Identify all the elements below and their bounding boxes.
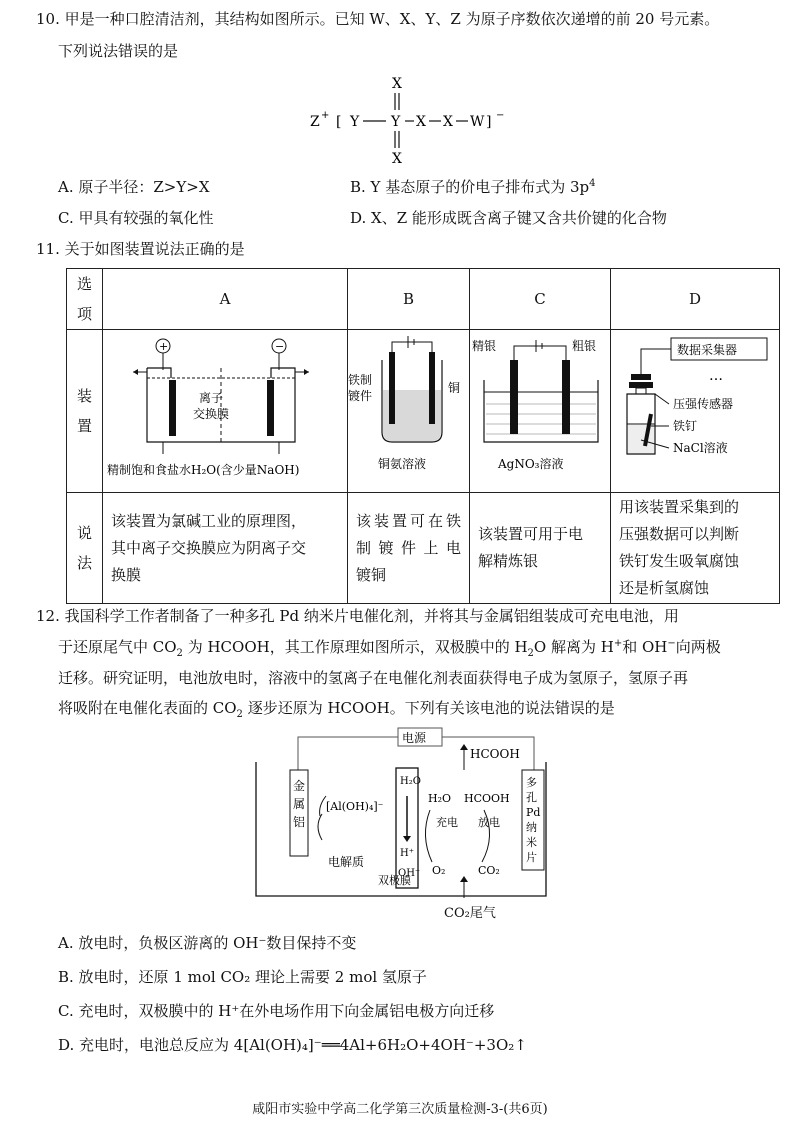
device-c-diagram (470, 330, 610, 488)
structure-w: W (470, 114, 485, 130)
device-b-solution: 铜氨溶液 (378, 457, 427, 471)
statement-a-line: 其中离子交换膜应为阴离子交 (111, 538, 307, 557)
q12-option-a: A. 放电时，负极区游离的 OH⁻数目保持不变 (58, 934, 357, 952)
diagram-pd-5: 米 (526, 836, 537, 849)
diagram-power: 电源 (402, 731, 427, 745)
device-d-dots: … (709, 368, 723, 384)
device-a-membrane-line1: 离子 (199, 391, 224, 405)
q12-line2-part: 为 HCOOH，其工作原理如图所示，双极膜中的 H (182, 638, 528, 656)
diagram-pd-3: Pd (526, 806, 541, 819)
device-d-nail: 铁钉 (673, 419, 698, 433)
device-b-cell (348, 330, 470, 493)
q12-sub-2: 2 (527, 648, 534, 659)
diagram-pd-1: 多 (526, 776, 537, 789)
header-label-cell (67, 269, 103, 330)
page-footer: 咸阳市实验中学高二化学第三次质量检测-3-(共6页) (252, 1102, 548, 1117)
statement-b-line: 制镀件上电 (356, 538, 461, 557)
diagram-discharge: 放电 (478, 816, 500, 829)
table-statement-row (67, 493, 780, 604)
q12-stem-line1: 12. 我国科学工作者制备了一种多孔 Pd 纳米片电催化剂，并将其与金属铝组装成可充电电池，用 (36, 607, 679, 625)
q12-sup-minus: − (667, 638, 676, 649)
diagram-co2-tail: CO₂尾气 (444, 906, 496, 921)
diagram-bipolar-label: 双极膜 (378, 874, 411, 887)
diagram-aloh: [Al(OH)₄]⁻ (326, 800, 384, 813)
statement-label-bottom: 法 (76, 554, 92, 572)
statement-d-line: 还是析氢腐蚀 (619, 579, 710, 597)
device-c-solution: AgNO₃溶液 (498, 457, 564, 471)
q12-battery-diagram (250, 726, 550, 900)
structure-y2: Y (391, 114, 401, 130)
q10-option-c: C. 甲具有较强的氧化性 (58, 209, 214, 227)
structure-top-x: X (392, 76, 402, 92)
q11-stem: 11. 关于如图装置说法正确的是 (36, 240, 245, 258)
q12-option-b: B. 放电时，还原 1 mol CO₂ 理论上需要 2 mol 氢原子 (58, 968, 427, 986)
q10-option-b-text: B. Y 基态原子的价电子排布式为 3p (350, 178, 590, 196)
diagram-membrane-h: H⁺ (400, 848, 414, 859)
q10-structure-diagram (310, 74, 510, 166)
structure-right-bracket: ] (486, 114, 492, 130)
statement-d-line: 压强数据可以判断 (619, 525, 740, 543)
device-a-minus: − (275, 340, 285, 353)
device-c-crude-silver: 粗银 (572, 339, 597, 353)
statement-d (611, 493, 780, 604)
q10-option-d: D. X、Z 能形成既含离子键又含共价键的化合物 (350, 209, 667, 227)
table-device-row (67, 330, 780, 493)
statement-b (348, 493, 470, 604)
diagram-hcooh-top: HCOOH (470, 747, 520, 761)
structure-y1: Y (350, 114, 360, 130)
q12-sub-2: 2 (176, 648, 183, 659)
statement-label-top: 说 (76, 524, 92, 542)
structure-bottom-x: X (392, 151, 402, 166)
q12-option-c: C. 充电时，双极膜中的 H⁺在外电场作用下向金属铝电极方向迁移 (58, 1002, 495, 1020)
device-label-bottom: 置 (76, 417, 92, 435)
q10-option-b (350, 176, 596, 197)
statement-label-cell (67, 493, 103, 604)
structure-x1: X (416, 114, 426, 130)
statement-c-line: 该装置可用于电 (478, 525, 584, 543)
header-a: A (103, 269, 348, 330)
device-d-collector: 数据采集器 (677, 343, 738, 357)
diagram-pd-4: 纳 (526, 821, 537, 834)
diagram-charge: 充电 (436, 816, 458, 829)
q12-line4-part: 将吸附在电催化表面的 CO (58, 699, 237, 717)
q10-option-b-sup: 4 (589, 178, 596, 189)
q12-option-d: D. 充电时，电池总反应为 4[Al(OH)₄]⁻══4Al+6H₂O+4OH⁻+3O₂↑ (58, 1036, 527, 1054)
q12-line2-part: 于还原尾气中 CO (58, 638, 177, 656)
diagram-h2o: H₂O (428, 792, 452, 805)
q12-stem-line3: 迁移。研究证明，电池放电时，溶液中的氢离子在电催化剂表面获得电子成为氢原子，氢原子再 (58, 669, 689, 687)
q10-stem-line1: 10. 甲是一种口腔清洁剂，其结构如图所示。已知 W、X、Y、Z 为原子序数依次递增的前 20 号元素。 (36, 10, 720, 28)
q12-line4-part: 逐步还原为 HCOOH。下列有关该电池的说法错误的是 (242, 699, 615, 717)
statement-c-line: 解精炼银 (478, 552, 539, 570)
device-b-plated: 镀件 (348, 389, 373, 403)
structure-anion-charge: − (496, 110, 505, 121)
q12-sub-2: 2 (236, 709, 243, 720)
structure-cation: Z (310, 114, 320, 130)
device-b-diagram (348, 330, 469, 488)
statement-b-line: 该装置可在铁 (356, 511, 461, 530)
device-label-cell (67, 330, 103, 493)
device-d-diagram (611, 330, 779, 488)
device-label-top: 装 (76, 387, 92, 405)
q10-stem-line2: 下列说法错误的是 (58, 42, 179, 60)
header-label-bottom: 项 (76, 305, 92, 323)
header-b: B (348, 269, 470, 330)
diagram-metal-1: 金 (293, 779, 306, 793)
statement-a-line: 换膜 (111, 565, 142, 584)
device-d-cell (611, 330, 780, 493)
diagram-metal-2: 属 (293, 797, 306, 811)
q12-line2-part: O 解离为 H (533, 638, 614, 656)
structure-cation-charge: + (321, 110, 330, 121)
device-a-diagram (103, 330, 347, 488)
statement-d-line: 用该装置采集到的 (619, 498, 740, 516)
q12-stem-line4 (58, 697, 615, 720)
header-c: C (470, 269, 611, 330)
statement-c (470, 493, 611, 604)
diagram-membrane-oh: OH⁻ (398, 868, 421, 879)
q12-stem-line2 (58, 636, 721, 659)
q10-option-a: A. 原子半径：Z>Y>X (58, 178, 210, 196)
diagram-membrane-h2o: H₂O (400, 776, 421, 787)
device-a-plus: + (159, 340, 169, 353)
structure-x2: X (443, 114, 453, 130)
table-header-row (67, 269, 780, 330)
q12-line2-part: 和 OH (622, 638, 668, 656)
diagram-pd-2: 孔 (526, 791, 537, 804)
device-a-caption: 精制饱和食盐水H₂O(含少量NaOH) (107, 463, 300, 477)
statement-a (103, 493, 348, 604)
header-label-top: 选 (76, 275, 92, 293)
device-a-cell (103, 330, 348, 493)
device-b-iron: 铁制 (348, 373, 373, 387)
diagram-pd-6: 片 (526, 851, 537, 864)
diagram-metal-3: 铝 (293, 815, 306, 829)
device-a-membrane-line2: 交换膜 (193, 407, 230, 421)
device-d-sensor: 压强传感器 (673, 397, 734, 411)
device-c-cell (470, 330, 611, 493)
structure-left-bracket: [ (336, 114, 342, 130)
diagram-hcooh: HCOOH (464, 792, 510, 805)
statement-a-line: 该装置为氯碱工业的原理图， (111, 511, 307, 530)
diagram-co2: CO₂ (478, 864, 500, 877)
q12-sup-plus: + (613, 638, 623, 649)
diagram-o2: O₂ (432, 864, 446, 877)
header-d: D (611, 269, 780, 330)
device-b-copper: 铜 (448, 381, 461, 395)
q11-options-table (66, 268, 780, 604)
statement-b-line: 镀铜 (356, 565, 387, 584)
device-c-pure-silver: 精银 (472, 339, 497, 353)
q12-line2-part: 向两极 (675, 638, 721, 656)
device-d-nacl: NaCl溶液 (673, 441, 728, 455)
diagram-electrolyte: 电解质 (328, 855, 365, 869)
statement-d-line: 铁钉发生吸氧腐蚀 (619, 552, 740, 570)
